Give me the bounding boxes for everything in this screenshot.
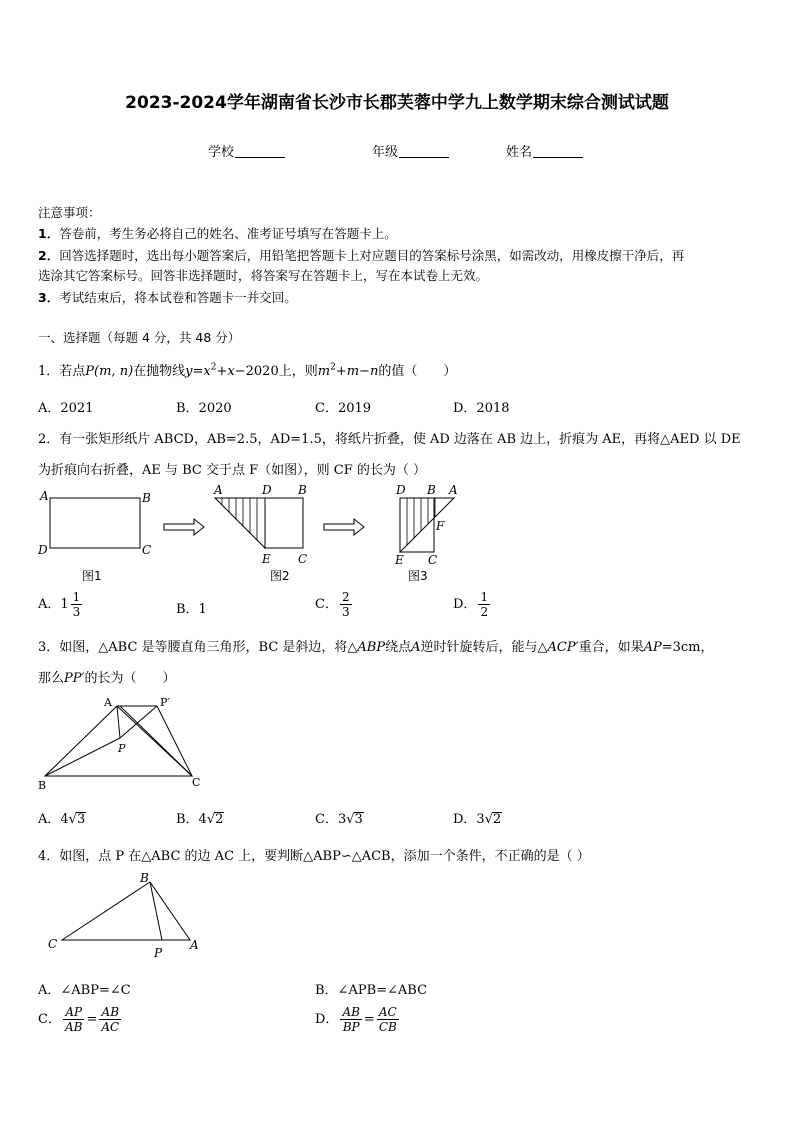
fig3-label-e: E [395, 553, 404, 567]
q3-label-p-prime: P′ [160, 696, 170, 709]
arrow-icon [164, 519, 204, 535]
question-4-line1: 4．如图，点 P 在△ABC 的边 AC 上，要判断△ABP∽△ACB，添加一个条件，不正确的是（ ） [38, 849, 590, 864]
fig1-label-a: A [40, 489, 49, 503]
name-field[interactable]: 姓名 [506, 141, 583, 160]
q1-option-b[interactable]: B．2020 [176, 401, 232, 416]
q2-option-a[interactable]: A．1 $\frac{1}{3}$ [38, 590, 81, 619]
question-1: 1．若点P(m, n)在抛物线$y=x^2+x-2020$上，则$m^2+m-n$的值（ ） [38, 362, 457, 379]
note-item: 2．回答选择题时，选出每小题答案后，用铅笔把答题卡上对应题目的答案标号涂黑，如需改动，用橡皮擦干净后，再 [38, 248, 685, 263]
q2-option-c[interactable]: C． $\frac{2}{3}$ [315, 590, 350, 619]
q3-figure [30, 692, 220, 796]
fig2-label-b: B [298, 484, 307, 497]
fig2-label-c: C [298, 552, 308, 566]
q3-label-a: A [104, 696, 112, 709]
fig2-label-d: D [262, 484, 272, 497]
q3-option-a[interactable]: A．4√3 [38, 812, 86, 827]
q4-label-a: A [190, 938, 199, 952]
q2-figure-1 [37, 489, 151, 583]
q4-figure [40, 870, 210, 962]
question-3-line2: 那么PP′的长为（ ） [38, 671, 176, 686]
fig3-label-c: C [428, 553, 438, 567]
fig1-label-b: B [142, 491, 151, 505]
note-item-continued: 选涂其它答案标号。回答非选择题时，将答案写在答题卡上，写在本试卷上无效。 [38, 268, 489, 283]
q2-figures [30, 484, 510, 586]
question-2-line1: 2．有一张矩形纸片 ABCD，AB=2.5，AD=1.5，将纸片折叠，使 AD 边落在 AB 边上，折痕为 AE，再将△AED 以 DE [38, 432, 741, 447]
q2-figure-3 [394, 484, 458, 583]
q1-option-c[interactable]: C．2019 [315, 401, 372, 416]
q4-label-b: B [140, 871, 149, 885]
fig2-caption: 图2 [270, 569, 290, 583]
fig2-label-a: A [214, 484, 223, 497]
q2-option-d[interactable]: D． $\frac{1}{2}$ [453, 590, 489, 619]
page-title: 2023-2024学年湖南省长沙市长郡芙蓉中学九上数学期末综合测试试题 [125, 93, 669, 113]
fig2-label-e: E [262, 552, 271, 566]
note-item: 3．考试结束后，将本试卷和答题卡一并交回。 [38, 290, 297, 305]
fig3-caption: 图3 [408, 569, 428, 583]
fig1-caption: 图1 [82, 569, 102, 583]
question-3-line1: 3．如图，△ABC 是等腰直角三角形，BC 是斜边，将△ABP绕点A逆时针旋转后，能与△ACP′重合，如果AP=3cm， [38, 640, 714, 655]
fig1-label-d: D [38, 543, 48, 557]
fig3-label-f: F [436, 519, 445, 533]
q3-label-p: P [118, 742, 126, 755]
q3-option-c[interactable]: C．3√3 [315, 812, 363, 827]
q3-label-b: B [38, 779, 47, 792]
q1-option-d[interactable]: D．2018 [453, 401, 510, 416]
fig3-label-d: D [396, 484, 406, 497]
school-field[interactable]: 学校 [208, 141, 285, 160]
fig1-label-c: C [142, 543, 152, 557]
q4-option-d[interactable]: D． $\frac{AB}{BP}$ = $\frac{AC}{CB}$ [315, 1005, 397, 1034]
q2-figure-2 [213, 484, 307, 583]
q4-label-c: C [48, 937, 58, 951]
q4-label-p: P [154, 946, 163, 960]
notes-heading: 注意事项： [38, 205, 101, 220]
q3-label-c: C [192, 776, 201, 789]
fig3-label-a: A [449, 484, 458, 497]
section-heading: 一、选择题（每题 4 分，共 48 分） [38, 330, 241, 345]
question-2-line2: 为折痕向右折叠，AE 与 BC 交于点 F（如图），则 CF 的长为（ ） [38, 463, 427, 478]
arrow-icon [324, 519, 364, 535]
fig3-label-b: B [427, 484, 436, 497]
q4-option-b[interactable]: B．∠APB=∠ABC [315, 983, 428, 998]
q1-option-a[interactable]: A．2021 [38, 401, 94, 416]
q3-option-d[interactable]: D．3√2 [453, 812, 502, 827]
q4-option-c[interactable]: C． $\frac{AP}{AB}$ = $\frac{AB}{AC}$ [38, 1005, 120, 1034]
note-item: 1．答卷前，考生务必将自己的姓名、准考证号填写在答题卡上。 [38, 226, 397, 241]
grade-field[interactable]: 年级 [372, 141, 449, 160]
q2-option-b[interactable]: B．1 [176, 602, 207, 617]
q4-option-a[interactable]: A．∠ABP=∠C [38, 983, 131, 998]
q3-option-b[interactable]: B．4√2 [176, 812, 224, 827]
